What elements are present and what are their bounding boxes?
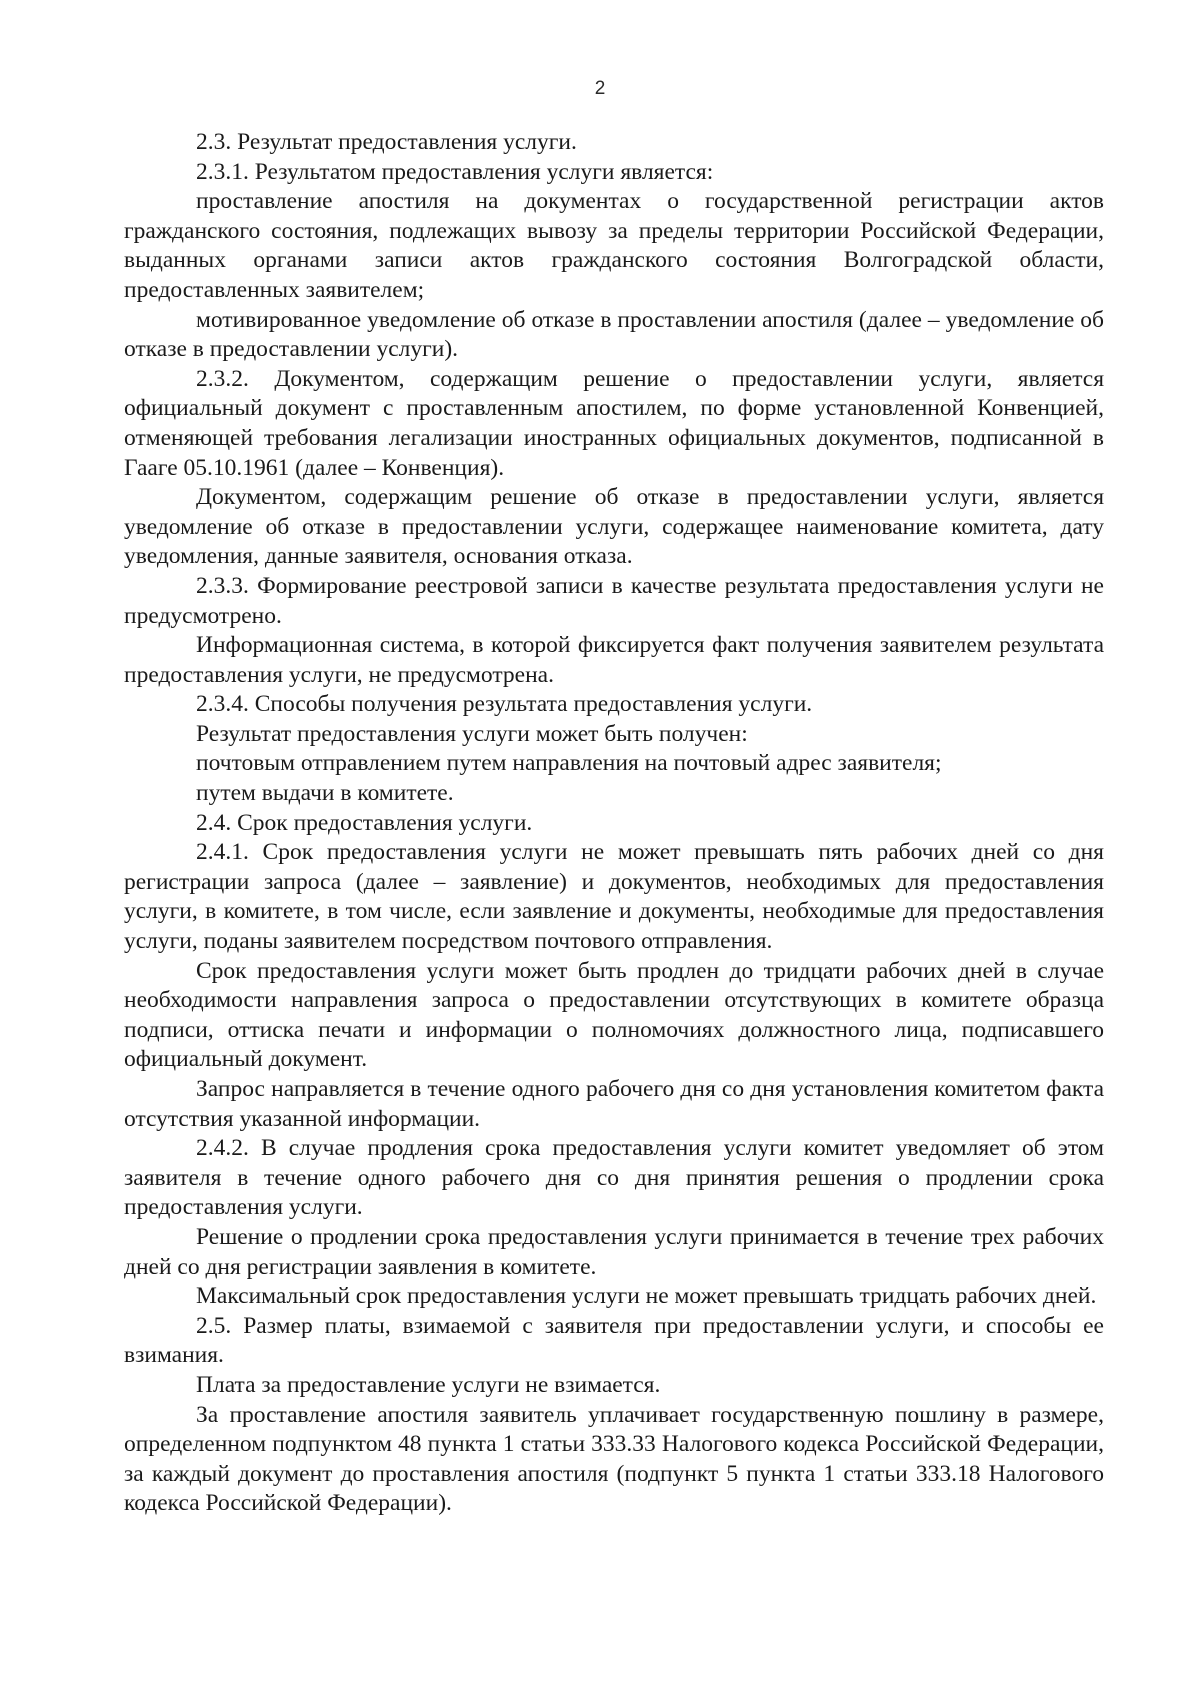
paragraph: Запрос направляется в течение одного рабочего дня со дня установления комитетом факта отсутствия указанной информации. <box>124 1076 1104 1132</box>
paragraph: Информационная система, в которой фиксируется факт получения заявителем результата предоставления услуги, не предусмотрена. <box>124 632 1104 688</box>
paragraph: 2.3.1. Результатом предоставления услуги является: <box>196 158 714 185</box>
paragraph: 2.5. Размер платы, взимаемой с заявителя при предоставлении услуги, и способы ее взимания. <box>124 1312 1104 1369</box>
paragraph: Срок предоставления услуги может быть продлен до тридцати рабочих дней в случае необходимости направления запроса о предоставлении отсутствующих в комитете образца подписи, оттиска печати и информации о полномочиях должностного лица, подписавшего официальный документ. <box>124 957 1104 1073</box>
paragraph: 2.4.1. Срок предоставления услуги не может превышать пять рабочих дней со дня регистрации запроса (далее – заявление) и документов, необходимых для предоставления услуги, в комитете, в том числе, если заявление и документы, необходимые для предоставления услуги, поданы заявителем посредством почтового отправления. <box>124 839 1104 955</box>
paragraph: 2.4.2. В случае продления срока предоставления услуги комитет уведомляет об этом заявителя в течение одного рабочего дня со дня принятия решения о продлении срока предоставления услуги. <box>124 1135 1104 1221</box>
paragraph: Результат предоставления услуги может быть получен: <box>196 720 748 747</box>
paragraph: За проставление апостиля заявитель уплачивает государственную пошлину в размере, определенном подпунктом 48 пункта 1 статьи 333.33 Налогового кодекса Российской Федерации, за каждый документ до проставления апостиля (подпункт 5 пункта 1 статьи 333.18 Налогового кодекса Российской Федерации). <box>124 1401 1104 1517</box>
paragraph: 2.4. Срок предоставления услуги. <box>196 809 533 836</box>
paragraph: Максимальный срок предоставления услуги не может превышать тридцать рабочих дней. <box>196 1283 1097 1310</box>
paragraph: 2.3.2. Документом, содержащим решение о предоставлении услуги, является официальный документ с проставленным апостилем, по форме установленной Конвенцией, отменяющей требования легализации иностранных официальных документов, подписанной в Гааге 05.10.1961 (далее – Конвенция). <box>124 365 1104 481</box>
paragraph: Решение о продлении срока предоставления услуги принимается в течение трех рабочих дней со дня регистрации заявления в комитете. <box>124 1223 1104 1280</box>
paragraph: почтовым отправлением путем направления на почтовый адрес заявителя; <box>196 750 942 777</box>
paragraph: проставление апостиля на документах о государственной регистрации актов гражданского состояния, подлежащих вывозу за пределы территории Российской Федерации, выданных органами записи актов гражданского состояния Волгоградской области, предоставленных заявителем; <box>124 188 1104 303</box>
page-number: 2 <box>594 78 606 99</box>
paragraph: 2.3.4. Способы получения результата предоставления услуги. <box>196 691 813 718</box>
paragraph: 2.3.3. Формирование реестровой записи в качестве результата предоставления услуги не предусмотрено. <box>124 572 1104 629</box>
document-body <box>124 128 1104 1519</box>
paragraph: Документом, содержащим решение об отказе в предоставлении услуги, является уведомление об отказе в предоставлении услуги, содержащее наименование комитета, дату уведомления, данные заявителя, основания отказа. <box>124 484 1104 570</box>
paragraph: 2.3. Результат предоставления услуги. <box>196 129 577 155</box>
paragraph: мотивированное уведомление об отказе в проставлении апостиля (далее – уведомление об отказе в предоставлении услуги). <box>124 306 1104 363</box>
paragraph: Плата за предоставление услуги не взимается. <box>196 1371 661 1398</box>
paragraph: путем выдачи в комитете. <box>196 780 454 807</box>
